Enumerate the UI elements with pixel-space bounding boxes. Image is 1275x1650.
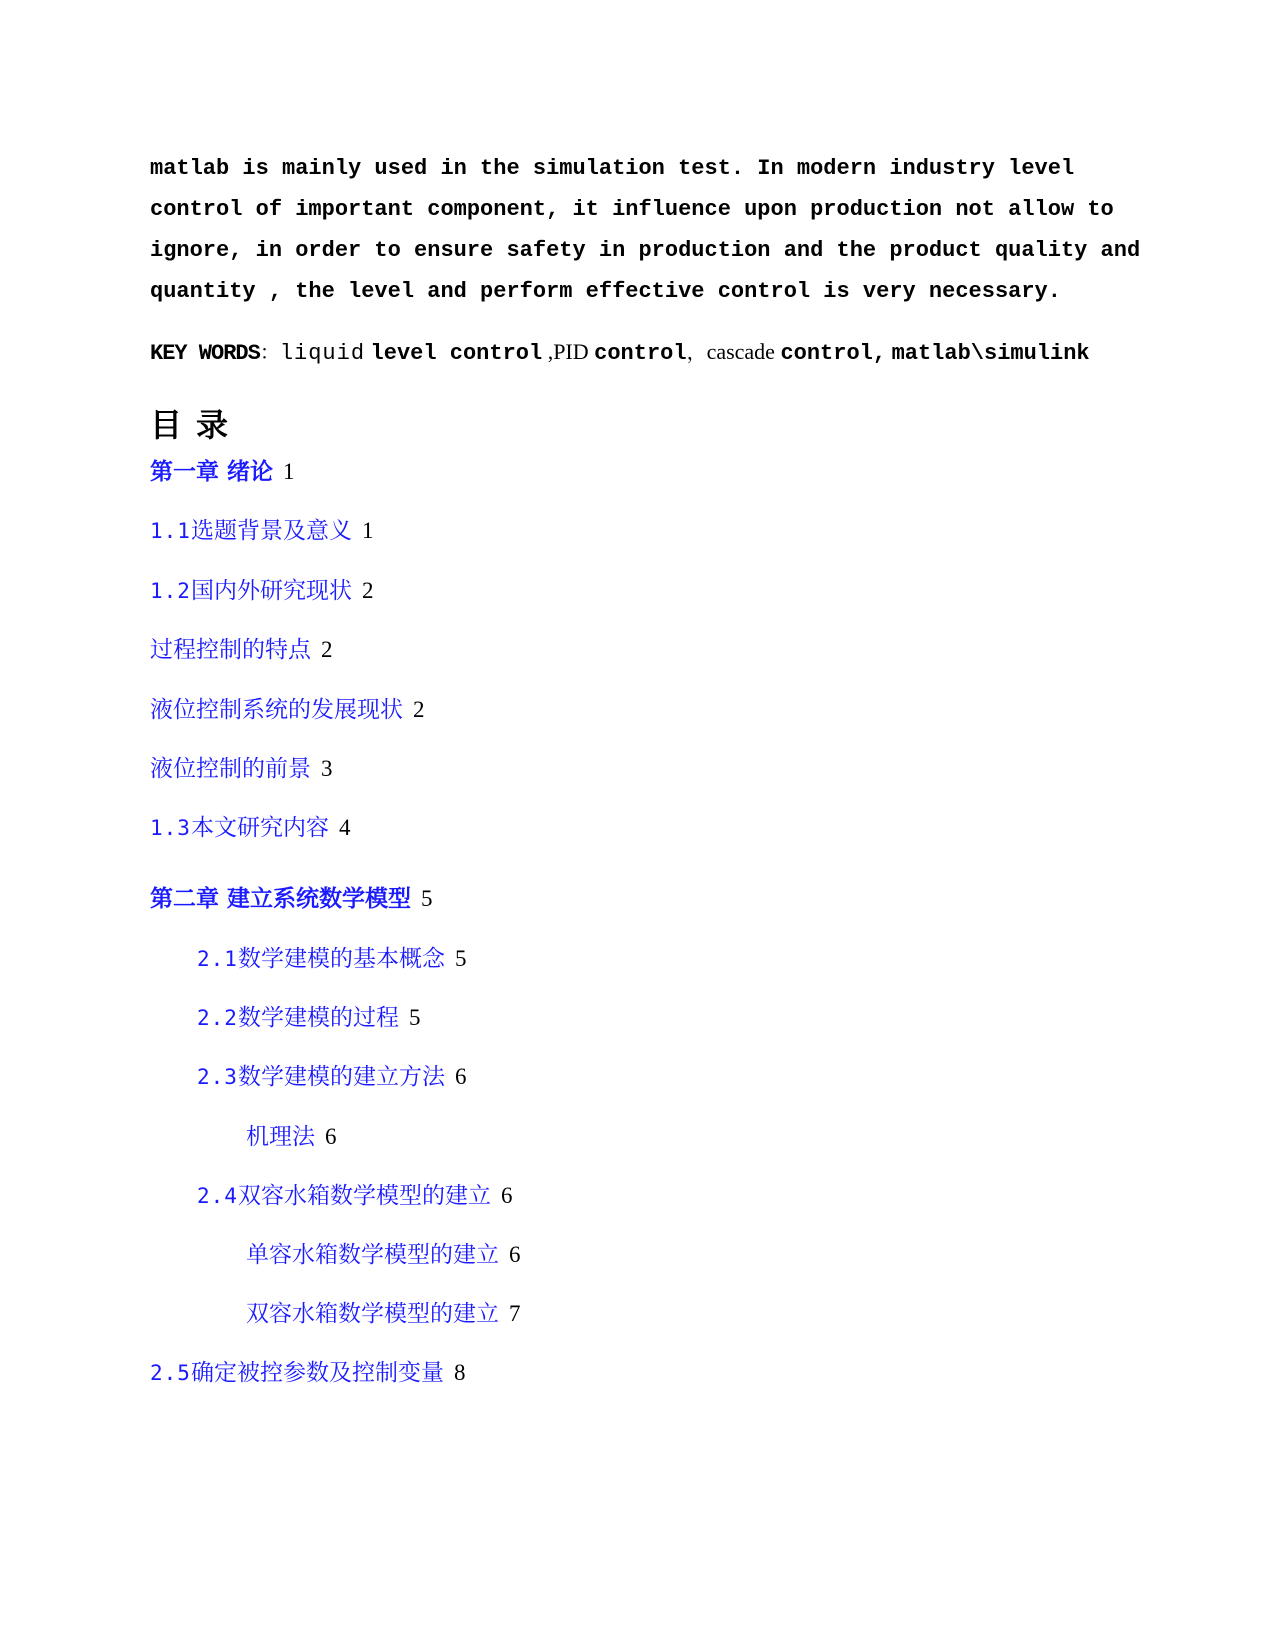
toc-entry-link[interactable] [150, 813, 350, 843]
toc-entry-number: 2.2 [197, 1006, 238, 1030]
toc-entry-text: 本文研究内容 [190, 815, 329, 841]
toc-entry-page-number: 6 [509, 1242, 521, 1267]
toc-title: 目录 [150, 406, 243, 444]
toc-entry-text: 过程控制的特点 [150, 637, 311, 663]
toc-entry-number: 2.5 [150, 1361, 191, 1385]
keywords-line [150, 336, 1090, 366]
toc-entry-text: 数学建模的建立方法 [237, 1064, 445, 1090]
keyword-term: control, [780, 341, 887, 366]
toc-entry-text: 选题背景及意义 [190, 518, 352, 544]
abstract-line: matlab is mainly used in the simulation test. In modern industry level [150, 156, 1075, 181]
toc-entry-text: 确定被控参数及控制变量 [190, 1360, 444, 1386]
keyword-separator: ， [686, 340, 707, 364]
keywords-separator: ： [259, 340, 280, 364]
toc-chapter-link[interactable] [150, 884, 433, 914]
toc-entry-page-number: 6 [500, 1183, 513, 1208]
toc-entry-link[interactable] [150, 754, 333, 784]
abstract-paragraph [150, 148, 1141, 312]
toc-entry-text: 第一章 绪论 [150, 459, 274, 485]
toc-entry-text: 数学建模的基本概念 [237, 946, 445, 972]
toc-entry-link[interactable] [150, 1358, 465, 1388]
abstract-line: quantity , the level and perform effective control is very necessary. [150, 279, 1061, 304]
toc-entry-text: 单容水箱数学模型的建立 [246, 1242, 499, 1268]
toc-entry-number: 2.1 [197, 947, 238, 971]
toc-entry-text: 数学建模的过程 [237, 1005, 399, 1031]
toc-entry-link[interactable] [197, 944, 466, 974]
abstract-line: control of important component, it influence upon production not allow to [150, 197, 1114, 222]
toc-entry-page-number: 5 [408, 1005, 421, 1030]
toc-entry-text: 第二章 建立系统数学模型 [150, 886, 412, 912]
toc-entry-link[interactable] [150, 635, 333, 665]
abstract-line: ignore, in order to ensure safety in production and the product quality and [150, 238, 1141, 263]
keywords-label: KEY WORDS [150, 341, 260, 366]
toc-entry-page-number: 5 [421, 886, 433, 911]
toc-entry-page-number: 1 [283, 459, 295, 484]
toc-entry-link[interactable] [150, 576, 373, 606]
toc-entry-page-number: 2 [321, 637, 333, 662]
toc-entry-number: 1.2 [150, 579, 191, 603]
toc-entry-page-number: 5 [454, 946, 467, 971]
keyword-term: matlab\simulink [891, 341, 1090, 366]
toc-entry-text: 机理法 [246, 1124, 315, 1150]
keyword-term: control [594, 341, 687, 366]
toc-entry-page-number: 8 [453, 1360, 466, 1385]
toc-entry-page-number: 1 [361, 518, 374, 543]
toc-entry-link[interactable] [150, 695, 425, 725]
toc-entry-page-number: 2 [361, 578, 374, 603]
toc-entry-link[interactable] [246, 1122, 337, 1152]
toc-entry-page-number: 6 [325, 1124, 337, 1149]
keyword-term: liquid [279, 341, 366, 366]
toc-entry-link[interactable] [150, 516, 373, 546]
keyword-separator: , [542, 339, 554, 364]
toc-entry-text: 国内外研究现状 [190, 578, 352, 604]
toc-entry-text: 液位控制系统的发展现状 [150, 697, 403, 723]
toc-entry-number: 1.1 [150, 519, 191, 543]
toc-entry-page-number: 6 [454, 1064, 467, 1089]
toc-chapter-link[interactable] [150, 457, 295, 487]
toc-entry-page-number: 2 [413, 697, 425, 722]
toc-entry-link[interactable] [197, 1181, 512, 1211]
toc-entry-text: 双容水箱数学模型的建立 [246, 1301, 499, 1327]
toc-entry-text: 液位控制的前景 [150, 756, 311, 782]
keyword-term: PID [553, 339, 589, 364]
toc-entry-number: 2.3 [197, 1065, 238, 1089]
toc-entry-link[interactable] [246, 1240, 521, 1270]
toc-entry-page-number: 4 [338, 815, 351, 840]
toc-entry-link[interactable] [246, 1299, 521, 1329]
keyword-term: level control [370, 341, 543, 366]
toc-entry-page-number: 3 [321, 756, 333, 781]
toc-entry-link[interactable] [197, 1062, 466, 1092]
keyword-term: cascade [706, 339, 775, 364]
toc-entry-text: 双容水箱数学模型的建立 [237, 1183, 491, 1209]
toc-entry-page-number: 7 [509, 1301, 521, 1326]
toc-entry-number: 2.4 [197, 1184, 238, 1208]
toc-entry-link[interactable] [197, 1003, 420, 1033]
toc-entry-number: 1.3 [150, 816, 191, 840]
